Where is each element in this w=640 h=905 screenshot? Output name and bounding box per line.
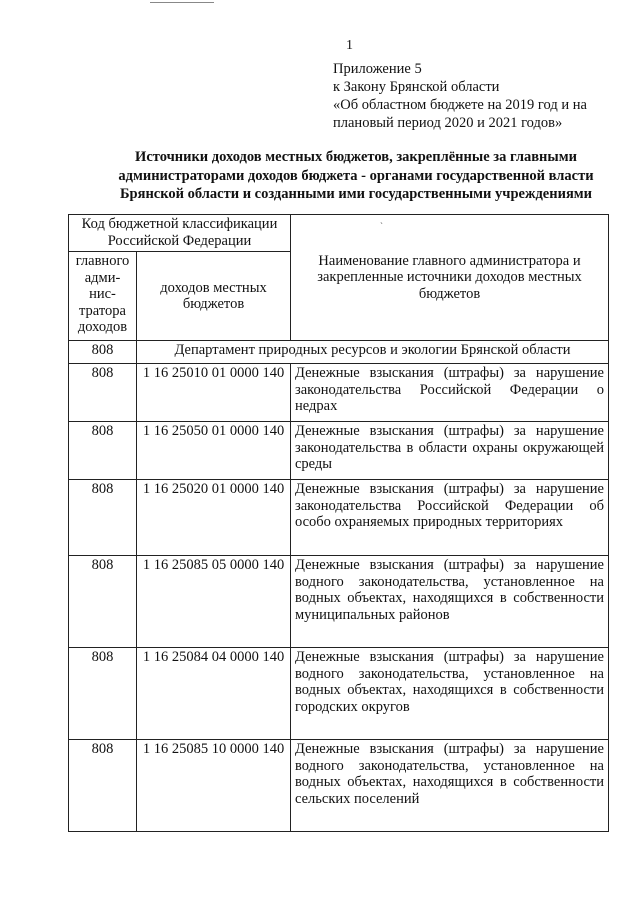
income-code-cell: 1 16 25084 04 0000 140 [137, 648, 291, 740]
income-code-cell: 1 16 25085 10 0000 140 [137, 740, 291, 832]
admin-code-cell: 808 [69, 480, 137, 556]
income-name-cell: Денежные взыскания (штрафы) за нарушение законодательства Российской Федерации о недрах [291, 364, 609, 422]
department-name: Департамент природных ресурсов и экологии Брянской области [137, 341, 609, 364]
income-code-cell: 1 16 25020 01 0000 140 [137, 480, 291, 556]
document-title: Источники доходов местных бюджетов, закреплённые за главными администраторами доходов бюджета - органами государственной власти Брянской области и созданными ими государственными учреждениями [118, 149, 594, 202]
table-row [69, 480, 609, 556]
admin-code-cell: 808 [69, 364, 137, 422]
admin-code-cell: 808 [69, 648, 137, 740]
table-body [69, 364, 609, 832]
approval-line: плановый период 2020 и 2021 годов» [333, 115, 563, 131]
income-name-cell: Денежные взыскания (штрафы) за нарушение законодательства Российской Федерации об особо охраняемых природных территориях [291, 480, 609, 556]
income-code-cell: 1 16 25050 01 0000 140 [137, 422, 291, 480]
page-number: 1 [346, 38, 353, 53]
income-name-cell: Денежные взыскания (штрафы) за нарушение водного законодательства, установленное на водных объектах, находящихся в собственности муниципальных районов [291, 556, 609, 648]
scan-tick-mark: ˋ [380, 221, 383, 231]
admin-code-cell: 808 [69, 556, 137, 648]
approval-line: к Закону Брянской области [333, 79, 500, 95]
approval-line: Приложение 5 [333, 61, 422, 77]
approval-line: «Об областном бюджете на 2019 год и на [333, 97, 587, 113]
table-row [69, 364, 609, 422]
income-name-cell: Денежные взыскания (штрафы) за нарушение законодательства в области охраны окружающей среды [291, 422, 609, 480]
table-header-row [69, 215, 609, 252]
approval-block [333, 60, 623, 132]
department-code: 808 [69, 341, 137, 364]
income-code-cell: 1 16 25085 05 0000 140 [137, 556, 291, 648]
scan-artifact-line [150, 2, 214, 3]
table-row [69, 422, 609, 480]
header-administrator-name: Наименование главного администратора и закрепленные источники доходов местных бюджетов [291, 215, 609, 341]
header-budget-code-group: Код бюджетной классификации Российской Федерации [69, 215, 291, 252]
header-main-administrator: главного адми-нис-тратора доходов [69, 252, 137, 341]
table-row [69, 740, 609, 832]
table-row [69, 648, 609, 740]
department-row [69, 341, 609, 364]
admin-code-cell: 808 [69, 740, 137, 832]
income-name-cell: Денежные взыскания (штрафы) за нарушение водного законодательства, установленное на водных объектах, находящихся в собственности сельских поселений [291, 740, 609, 832]
income-name-cell: Денежные взыскания (штрафы) за нарушение водного законодательства, установленное на водных объектах, находящихся в собственности городских округов [291, 648, 609, 740]
table-row [69, 556, 609, 648]
revenue-sources-table [68, 214, 609, 832]
income-code-cell: 1 16 25010 01 0000 140 [137, 364, 291, 422]
admin-code-cell: 808 [69, 422, 137, 480]
header-local-income: доходов местных бюджетов [137, 252, 291, 341]
